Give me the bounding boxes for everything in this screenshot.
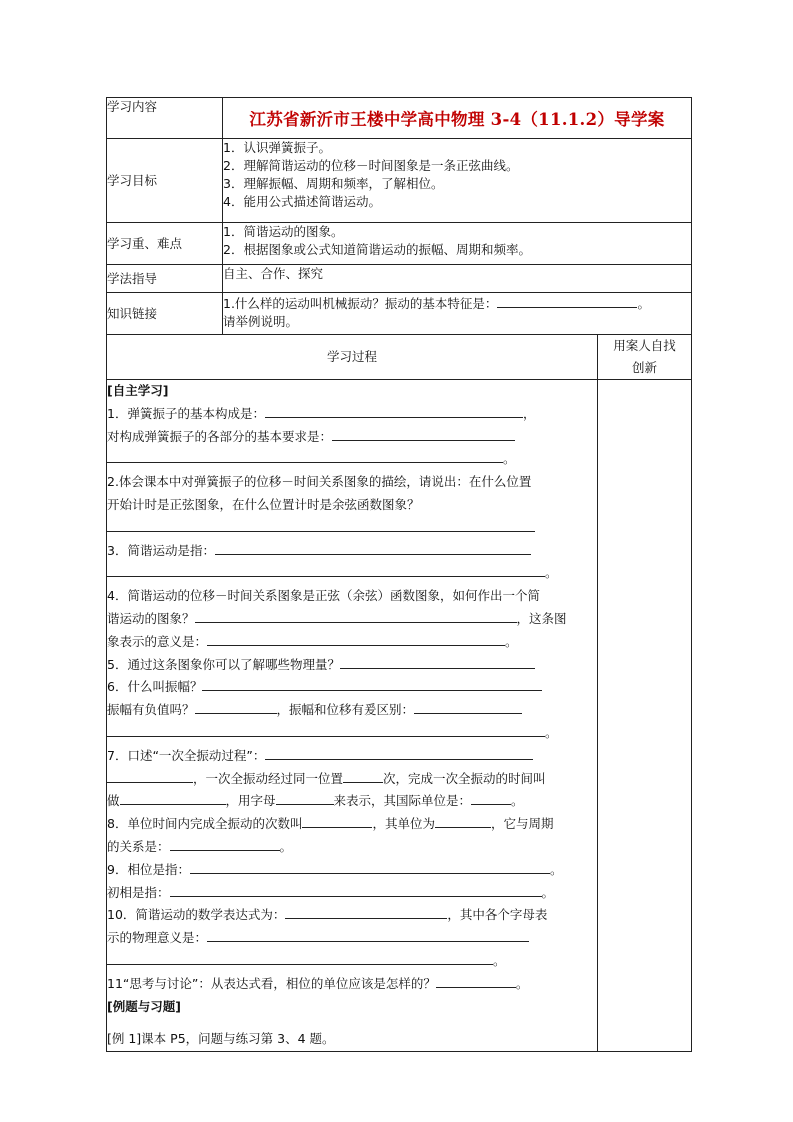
answer-blank[interactable] xyxy=(302,813,372,828)
worksheet-table xyxy=(106,97,692,1052)
answer-blank[interactable] xyxy=(202,676,542,691)
worksheet xyxy=(106,97,691,1052)
goals-label: 学习目标 xyxy=(107,139,223,223)
side-header: 用案人自找 创新 xyxy=(598,335,692,380)
answer-blank[interactable] xyxy=(471,790,511,805)
goal-item: 3．理解振幅、周期和频率，了解相位。 xyxy=(223,176,444,191)
goal-item: 2．理解简谐运动的位移－时间图象是一条正弦曲线。 xyxy=(223,158,519,173)
answer-blank[interactable] xyxy=(195,699,277,714)
method-row xyxy=(107,265,692,293)
answer-blank[interactable] xyxy=(414,699,522,714)
answer-blank[interactable] xyxy=(436,973,516,988)
answer-blank[interactable] xyxy=(107,562,545,577)
process-row xyxy=(107,380,692,1052)
title-row xyxy=(107,98,692,139)
answer-blank[interactable] xyxy=(265,745,533,760)
answer-blank[interactable] xyxy=(107,950,493,965)
link-question: 1.什么样的运动叫机械振动？振动的基本特征是： xyxy=(223,296,498,311)
process-content: [自主学习] 1．弹簧振子的基本构成是： ， 对构成弹簧振子的各部分的基本要求是： 。 2.体会课本中对弹簧振子的位移－时间关系图象的描绘，请说出：在什么位置 开始计时是正弦图象，在什么位置计时是余弦函数图象？ 3．简谐运动是指： 。 4．简谐运动的位移－时间关系图象是正弦（余弦）函数图象，如何作出一个简 谐运动的图象？ ，这条图 象表示的意义是： 。 5．通过这条图象你可以了解哪些物理量？ 6．什么叫振幅？ 振幅有负值吗？ ，振幅和位移有爰区别： 。 7．口述“一次全振动过程”： ，一次全振动经过同一位置 次，完成一次全振动的时间叫 做 ，用字母 来表示，其国际单位是： 。 8．单位时间内完成全振动的次数叫 ，其单位为 ，它与周期 的关系是： 。 9．相位是指： 。 初相是指： 。 10．简谐运动的数学表达式为： ，其中各个字母表 示的物理意义是： 。 11“思考与讨论”：从表达式看，相位的单位应该是怎样的？ 。 [例题与习题] [例 1]课本 P5，问题与练习第 3、4 题。 xyxy=(107,380,598,1052)
answer-blank[interactable] xyxy=(120,790,226,805)
method-text: 自主、合作、探究 xyxy=(223,265,692,293)
link-row xyxy=(107,293,692,335)
section-self-study: [自主学习] xyxy=(107,383,169,398)
answer-blank[interactable] xyxy=(190,859,550,874)
answer-blank[interactable] xyxy=(170,836,280,851)
goal-item: 1．认识弹簧振子。 xyxy=(223,140,331,155)
answer-blank[interactable] xyxy=(343,768,383,783)
answer-blank[interactable] xyxy=(332,426,515,441)
link-line2: 请举例说明。 xyxy=(223,314,299,329)
process-header: 学习过程 xyxy=(107,335,598,380)
key-points-list xyxy=(223,223,692,265)
answer-blank[interactable] xyxy=(170,882,542,897)
answer-blank[interactable] xyxy=(107,448,503,463)
link-content: 1.什么样的运动叫机械振动？振动的基本特征是： 。 请举例说明。 xyxy=(223,293,692,335)
answer-blank[interactable] xyxy=(195,608,517,623)
answer-blank[interactable] xyxy=(107,768,193,783)
answer-blank[interactable] xyxy=(107,722,545,737)
answer-blank[interactable] xyxy=(435,813,491,828)
goals-list xyxy=(223,139,692,223)
title-cell xyxy=(223,98,692,139)
answer-blank[interactable] xyxy=(285,904,447,919)
study-content-label: 学习内容 xyxy=(107,98,223,139)
answer-blank[interactable] xyxy=(215,540,531,555)
key-point-item: 2．根据图象或公式知道简谐运动的振幅、周期和频率。 xyxy=(223,242,531,257)
goal-item: 4．能用公式描述简谐运动。 xyxy=(223,194,381,209)
key-point-item: 1．简谐运动的图象。 xyxy=(223,224,344,239)
answer-blank[interactable] xyxy=(497,293,637,308)
link-label: 知识链接 xyxy=(107,293,223,335)
page-title: 江苏省新沂市王楼中学高中物理 3-4（11.1.2）导学案 xyxy=(249,110,665,129)
key-points-row xyxy=(107,223,692,265)
goals-row xyxy=(107,139,692,223)
method-label: 学法指导 xyxy=(107,265,223,293)
answer-blank[interactable] xyxy=(207,631,505,646)
answer-blank[interactable] xyxy=(340,654,535,669)
example-1: [例 1]课本 P5，问题与练习第 3、4 题。 xyxy=(107,1031,335,1047)
answer-blank[interactable] xyxy=(107,517,535,532)
answer-blank[interactable] xyxy=(265,403,523,418)
section-examples: [例题与习题] xyxy=(107,998,181,1014)
side-notes-column[interactable] xyxy=(598,380,692,1052)
answer-blank[interactable] xyxy=(276,790,334,805)
key-points-label: 学习重、难点 xyxy=(107,223,223,265)
answer-blank[interactable] xyxy=(207,927,529,942)
process-header-row xyxy=(107,335,692,380)
